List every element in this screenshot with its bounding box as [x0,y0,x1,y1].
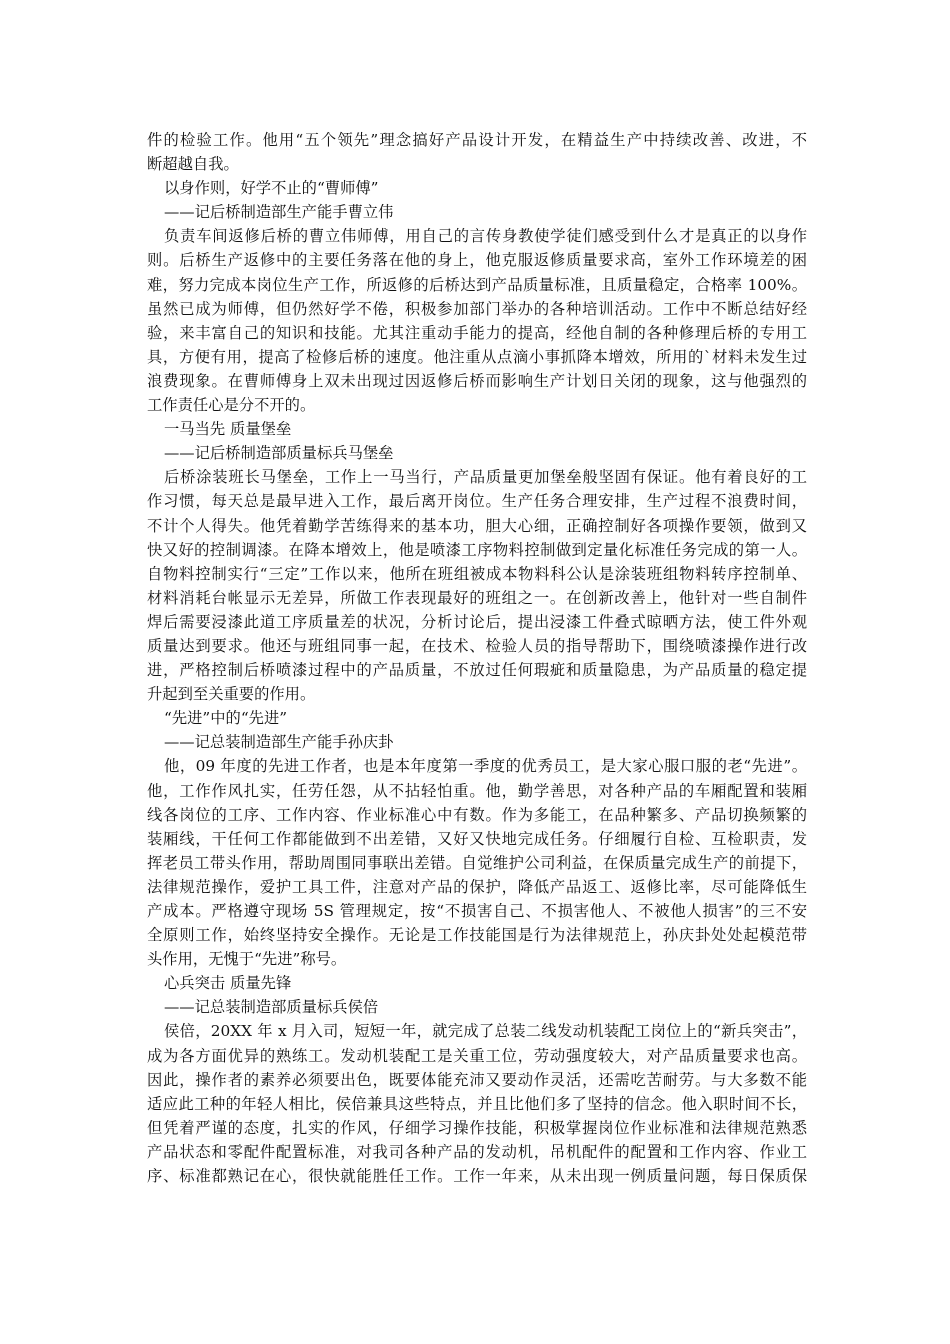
section-subtitle: ——记后桥制造部质量标兵马堡垒 [164,444,394,463]
section-subtitle: ——记总装制造部质量标兵侯倍 [164,998,379,1017]
paragraph-line: 因此，操作者的素养必须要出色，既要体能充沛又要动作灵活，还需吃苦耐劳。与大多数不能 [147,1070,807,1089]
paragraph-line: 验，来丰富自己的知识和技能。尤其注重动手能力的提高，经他自制的各种修理后桥的专用工 [147,323,807,342]
paragraph-line: 适应此工种的年轻人相比，侯倍兼具这些特点，并且比他们多了坚持的信念。他入职时间不长， [147,1094,807,1113]
paragraph-line: 法律规范操作，爱护工具工件，注意对产品的保护，降低产品返工、返修比率，尽可能降低生 [147,877,807,896]
paragraph-line: 快又好的控制调漆。在降本增效上，他是喷漆工序物料控制做到定量化标准任务完成的第一人。 [147,540,807,559]
paragraph-line: 虽然已成为师傅，但仍然好学不倦，积极参加部门举办的各种培训活动。工作中不断总结好经 [147,299,807,318]
section-subtitle: ——记后桥制造部生产能手曹立伟 [164,203,394,222]
paragraph-line: 序、标准都熟记在心，很快就能胜任工作。工作一年来，从未出现一例质量问题，每日保质保 [147,1167,807,1186]
paragraph-line: 挥老员工带头作用，帮助周围同事联出差错。自觉维护公司利益，在保质量完成生产的前提下， [147,853,807,872]
paragraph-line: 工作责任心是分不开的。 [147,396,316,415]
paragraph-line: 断超越自我。 [147,155,239,174]
paragraph-line: 焊后需要浸漆此道工序质量差的状况，分析讨论后，提出浸漆工件叠式晾晒方法，使工件外观 [147,612,807,631]
paragraph-line: 产成本。严格遵守现场 5S 管理规定，按“不损害自己、不损害他人、不被他人损害”的三不安 [147,902,807,920]
paragraph-line: 质量达到要求。他还与班组同事一起，在技术、检验人员的指导帮助下，围绕喷漆操作进行改 [147,636,807,655]
paragraph-line: 装厢线，干任何工作都能做到不出差错，又好又快地完成任务。仔细履行自检、互检职责，发 [147,829,807,848]
section-title: 心兵突击 质量先锋 [164,974,292,993]
section-title: 以身作则，好学不止的“曹师傅” [164,179,379,198]
section-title: “先进”中的“先进” [164,709,288,728]
paragraph-line: 成为各方面优异的熟练工。发动机装配工是关重工位，劳动强度较大，对产品质量要求也高。 [147,1046,807,1065]
paragraph-line: 则。后桥生产返修中的主要任务落在他的身上，他克服返修质量要求高，室外工作环境差的困 [147,251,807,270]
paragraph-line: 浪费现象。在曹师傅身上双未出现过因返修后桥而影响生产计划日关闭的现象，这与他强烈的 [147,371,807,390]
section-subtitle: ——记总装制造部生产能手孙庆卦 [164,733,394,752]
paragraph-line: 后桥涂装班长马堡垒，工作上一马当行，产品质量更加堡垒般坚固有保证。他有着良好的工 [164,468,807,487]
paragraph-line: 进，严格控制后桥喷漆过程中的产品质量，不放过任何瑕疵和质量隐患，为产品质量的稳定提 [147,661,807,680]
paragraph-line: 件的检验工作。他用“五个领先”理念搞好产品设计开发，在精益生产中持续改善、改进，不 [147,131,807,149]
paragraph-line: 他，工作作风扎实，任劳任怨，从不拈轻怕重。他，勤学善思，对各种产品的车厢配置和装厢 [147,781,807,800]
paragraph-line: 自物料控制实行“三定”工作以来，他所在班组被成本物料科公认是涂装班组物料转序控制单、 [147,564,807,583]
paragraph-line: 难，努力完成本岗位生产工作，所返修的后桥达到产品质量标准，且质量稳定，合格率 100%。 [147,275,807,294]
paragraph-line: 侯倍，20XX 年 x 月入司，短短一年，就完成了总装二线发动机装配工岗位上的“新兵突击”， [164,1022,807,1041]
paragraph-line: 线各岗位的工序、工作内容、作业标准心中有数。作为多能工，在品种繁多、产品切换频繁的 [147,805,807,824]
paragraph-line: 但凭着严谨的态度，扎实的作风，仔细学习操作技能，积极掌握岗位作业标准和法律规范熟悉 [147,1118,807,1137]
paragraph-line: 具，方便有用，提高了检修后桥的速度。他注重从点滴小事抓降本增效，所用的`材料未发生过 [147,347,807,366]
paragraph-line: 不计个人得失。他凭着勤学苦练得来的基本功，胆大心细，正确控制好各项操作要领，做到又 [147,516,807,535]
paragraph-line: 负责车间返修后桥的曹立伟师傅，用自己的言传身教使学徒们感受到什么才是真正的以身作 [164,227,807,246]
paragraph-line: 材料消耗台帐显示无差异，所做工作表现最好的班组之一。在创新改善上，他针对一些自制件 [147,588,807,607]
paragraph-line: 头作用，无愧于“先进”称号。 [147,950,347,969]
paragraph-line: 作习惯，每天总是最早进入工作，最后离开岗位。生产任务合理安排，生产过程不浪费时间， [147,492,807,511]
paragraph-line: 全原则工作，始终坚持安全操作。无论是工作技能国是行为法律规范上，孙庆卦处处起模范带 [147,926,807,945]
document-page [147,128,807,1188]
paragraph-line: 他，09 年度的先进工作者，也是本年度第一季度的优秀员工，是大家心服口服的老“先进”。 [164,757,807,776]
section-title: 一马当先 质量堡垒 [164,420,292,439]
paragraph-line: 产品状态和零配件配置标准，对我司各种产品的发动机，吊机配件的配置和工作内容、作业工 [147,1142,807,1161]
paragraph-line: 升起到至关重要的作用。 [147,685,316,704]
